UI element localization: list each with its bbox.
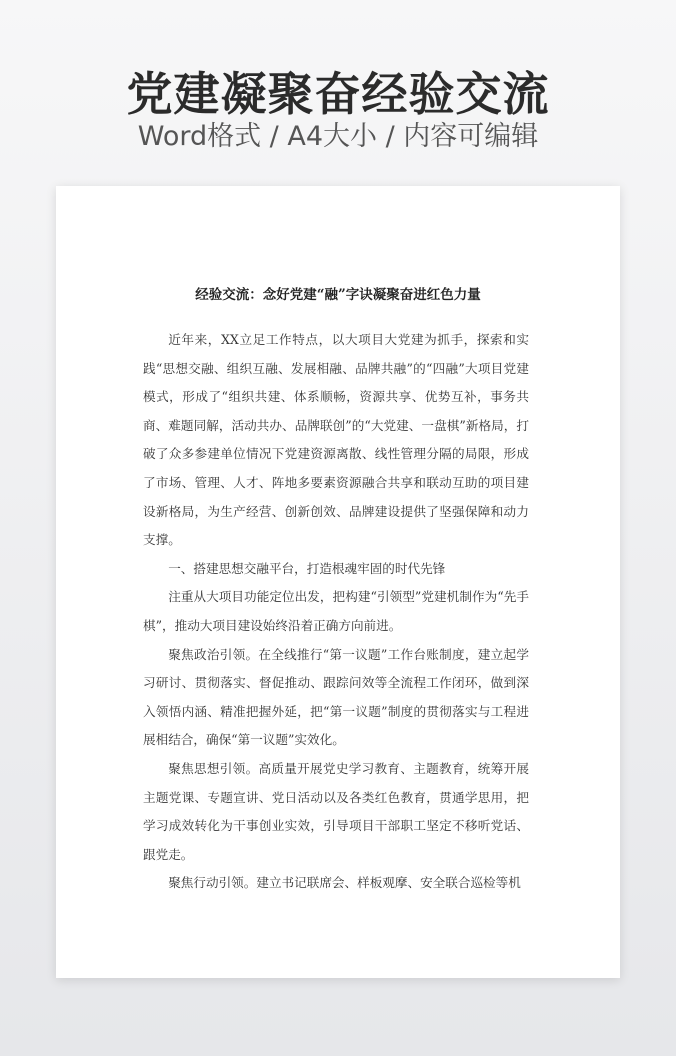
banner-title: 党建凝聚奋经验交流 xyxy=(126,67,550,121)
paragraph-intro: 近年来，XX立足工作特点，以大项目大党建为抓手，探索和实践“思想交融、组织互融、发展相融、品牌共融”的“四融”大项目党建模式，形成了“组织共建、体系顺畅，资源共享、优势互补，事务共商、难题同解，活动共办、品牌联创”的“大党建、一盘棋”新格局，打破了众多参建单位情况下党建资源离散、线性管理分隔的局限，形成了市场、管理、人才、阵地多要素资源融合共享和联动互助的项目建设新格局，为生产经营、创新创效、品牌建设提供了坚强保障和动力支撑。 xyxy=(143,332,529,548)
document-page xyxy=(56,186,620,978)
section-heading: 一、搭建思想交融平台，打造根魂牢固的时代先锋 xyxy=(168,560,446,576)
paragraph-section-intro: 注重从大项目功能定位出发，把构建“引领型”党建机制作为“先手棋”，推动大项目建设始终沿着正确方向前进。 xyxy=(143,589,529,633)
paragraph-ideological-guidance: 聚焦思想引领。高质量开展党史学习教育、主题教育，统筹开展主题党课、专题宣讲、党日活动以及各类红色教育，贯通学思用，把学习成效转化为干事创业实效，引导项目干部职工坚定不移听党话、跟党走。 xyxy=(143,760,529,862)
paragraph-political-guidance: 聚焦政治引领。在全线推行“第一议题”工作台账制度，建立起学习研讨、贯彻落实、督促推动、跟踪问效等全流程工作闭环，做到深入领悟内涵、精准把握外延，把“第一议题”制度的贯彻落实与工程进展相结合，确保“第一议题”实效化。 xyxy=(143,646,529,748)
paragraph-action-guidance: 聚焦行动引领。建立书记联席会、样板观摩、安全联合巡检等机 xyxy=(168,875,521,891)
document-title: 经验交流：念好党建“融”字诀凝聚奋进红色力量 xyxy=(195,287,481,303)
document-body xyxy=(143,326,529,898)
banner-subtitle: Word格式 / A4大小 / 内容可编辑 xyxy=(137,121,539,152)
